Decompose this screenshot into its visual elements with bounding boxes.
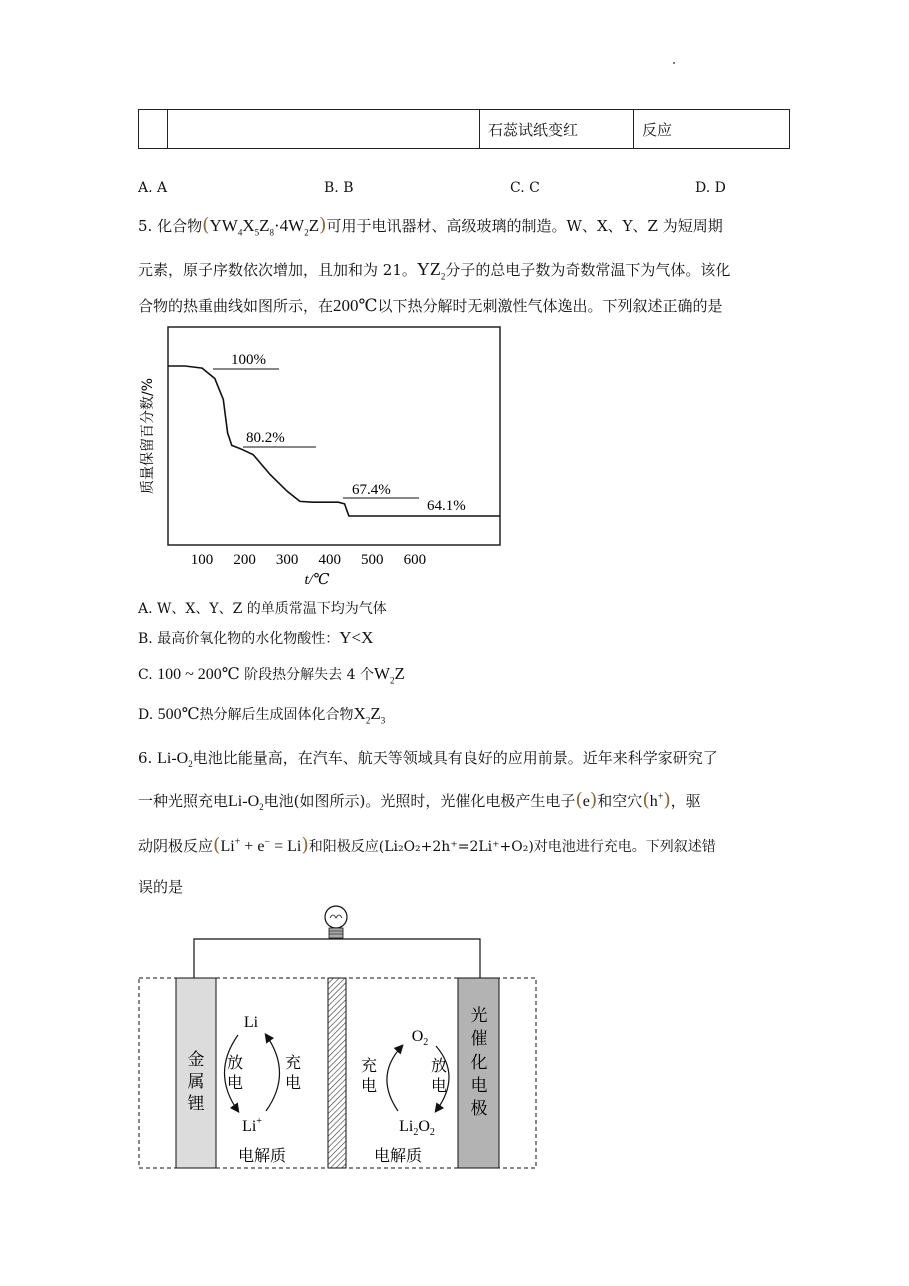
q6-text: 一种光照充电: [138, 792, 229, 810]
li-ion-label: Li+: [242, 1116, 262, 1135]
q6-number: 6.: [138, 749, 153, 767]
q5-formula-yz2: $YZ_2$: [416, 259, 446, 282]
electrolyte-right: 电解质: [373, 1146, 423, 1165]
bracket-open: (: [642, 789, 650, 811]
q6-line-2: [138, 789, 701, 812]
q6-line-1: [138, 747, 718, 769]
table-cell-2: [479, 110, 633, 148]
option-text: B. 最高价氧化物的水化物酸性：: [138, 631, 340, 647]
discharge-label: 放: [430, 1056, 448, 1075]
q6-line-3: [138, 834, 716, 856]
q6-text: ，驱: [670, 792, 701, 810]
q6-formula: $Li-O_2$: [228, 793, 264, 813]
option-text: 阶段热分解失去 4 个: [244, 667, 374, 683]
annotation-67: 67.4%: [352, 482, 391, 498]
tg-chart: [135, 320, 510, 590]
q5-option-c[interactable]: [138, 664, 405, 685]
bracket-close: ): [301, 834, 309, 856]
left-electrode-char: 锂: [187, 1094, 205, 1114]
bracket-close: ): [319, 214, 327, 236]
charge-label: 充: [284, 1053, 302, 1072]
option-formula: $X_2Z_3$: [353, 704, 386, 726]
q4-option-d[interactable]: D. D: [695, 180, 726, 196]
q6-hole: h+: [649, 791, 664, 810]
q5-number: 5. 化合物: [138, 217, 203, 235]
right-electrode-char: 光: [470, 1006, 488, 1026]
option-temp: 500℃: [157, 706, 200, 723]
charge-label: 电: [284, 1073, 302, 1092]
charge-label: 充: [360, 1056, 378, 1075]
li-label: Li: [243, 1014, 259, 1031]
q5-line-1: [138, 214, 723, 237]
q4-option-c[interactable]: C. C: [510, 180, 540, 196]
x-tick-label: 100: [190, 552, 214, 568]
x-ticks: [191, 552, 426, 568]
q5-option-d[interactable]: [138, 704, 385, 725]
right-electrode-char: 极: [470, 1099, 488, 1119]
option-range: 100 ~ 200℃: [157, 666, 240, 683]
q5-text: 以下热分解时无刺激性气体逸出。下列叙述正确的是: [377, 297, 723, 315]
table-cell-3: [633, 110, 789, 148]
q6-text: 动阴极反应: [138, 837, 214, 855]
q6-electron: e: [582, 793, 590, 810]
bracket-open: (: [202, 214, 210, 236]
discharge-label: 电: [430, 1076, 448, 1095]
q5-text: 元素，原子序数依次增加，且加和为 21。: [138, 261, 417, 279]
annotation-64: 64.1%: [427, 498, 466, 514]
li2o2-label: $Li_2O_2$: [399, 1118, 435, 1138]
q6-text: 电池(如图所示)。光照时，光催化电极产生电子: [263, 792, 576, 810]
y-axis-label: 质量保留百分数/%: [140, 377, 156, 495]
option-text: 热分解后生成固体化合物: [199, 707, 354, 723]
right-electrode-char: 化: [470, 1053, 488, 1073]
option-formula: Y<X: [339, 628, 374, 647]
light-bulb-icon: [325, 906, 347, 938]
q4-option-b[interactable]: B. B: [324, 180, 354, 196]
battery-diagram: [136, 898, 541, 1173]
q5-line-2: [138, 259, 730, 282]
left-electrode-char: 属: [187, 1072, 205, 1092]
q5-line-3: [138, 295, 723, 316]
option-formula: $W_2Z$: [373, 664, 405, 686]
discharge-label: 放: [226, 1053, 244, 1072]
x-tick-label: 200: [233, 552, 256, 568]
option-label: D.: [138, 707, 154, 723]
tg-curve: [168, 366, 500, 516]
bracket-close: ): [589, 789, 598, 811]
x-tick-label: 400: [318, 552, 341, 568]
annotation-80: 80.2%: [246, 430, 285, 446]
option-label: C.: [138, 667, 153, 683]
right-electrode-char: 催: [470, 1029, 488, 1049]
q5-formula: $YW_4X_5Z_8\cdot 4W_2Z$: [209, 216, 320, 238]
q5-text: 分子的总电子数为奇数常温下为气体。该化: [445, 261, 731, 279]
x-tick-label: 500: [361, 552, 384, 568]
bracket-close: ): [663, 789, 671, 811]
q6-line-4: 误的是: [138, 878, 184, 896]
separator: [328, 978, 346, 1168]
right-electrode-char: 电: [470, 1076, 488, 1096]
q5-text: 合物的热重曲线如图所示，在: [138, 297, 334, 315]
q6-formula: $Li-O_2$: [157, 750, 193, 770]
q5-option-b[interactable]: [138, 628, 373, 648]
annotation-100: 100%: [231, 352, 266, 368]
x-tick-label: 300: [275, 552, 299, 568]
q5-option-a[interactable]: A. W、X、Y、Z 的单质常温下均为气体: [138, 601, 387, 617]
left-electrode-char: 金: [187, 1050, 205, 1070]
x-axis-label: t/℃: [304, 572, 330, 588]
q6-cathode-eq: Li+ + e− = Li: [220, 836, 302, 855]
table-row: [138, 109, 790, 149]
q4-option-a[interactable]: A. A: [138, 180, 168, 196]
discharge-label: 电: [226, 1073, 244, 1092]
x-tick-label: 600: [403, 552, 427, 568]
q5-text: 可用于电讯器材、高级玻璃的制造。W、X、Y、Z 为短周期: [326, 217, 723, 235]
q6-text: 和阳极反应(Li₂O₂+2h⁺=2Li⁺+O₂)对电池进行充电。下列叙述错: [308, 839, 716, 855]
table-cell-1: [167, 110, 479, 148]
wire: [194, 939, 480, 978]
table-cell-text: 反应: [642, 120, 673, 139]
charge-arrow-right: [387, 1046, 402, 1111]
bracket-open: (: [575, 789, 583, 811]
bracket-open: (: [213, 834, 221, 856]
charge-arrow-left: [266, 1035, 280, 1111]
page-dot: [673, 62, 675, 64]
o2-label: $O_2$: [411, 1028, 429, 1048]
charge-label: 电: [360, 1076, 378, 1095]
q5-temp: 200℃: [333, 296, 378, 315]
q6-text: 和空穴: [597, 792, 643, 810]
q6-text: 电池比能量高，在汽车、航天等领域具有良好的应用前景。近年来科学家研究了: [192, 749, 718, 767]
table-cell-text: 石蕊试纸变红: [488, 120, 579, 139]
electrolyte-left: 电解质: [237, 1146, 287, 1165]
